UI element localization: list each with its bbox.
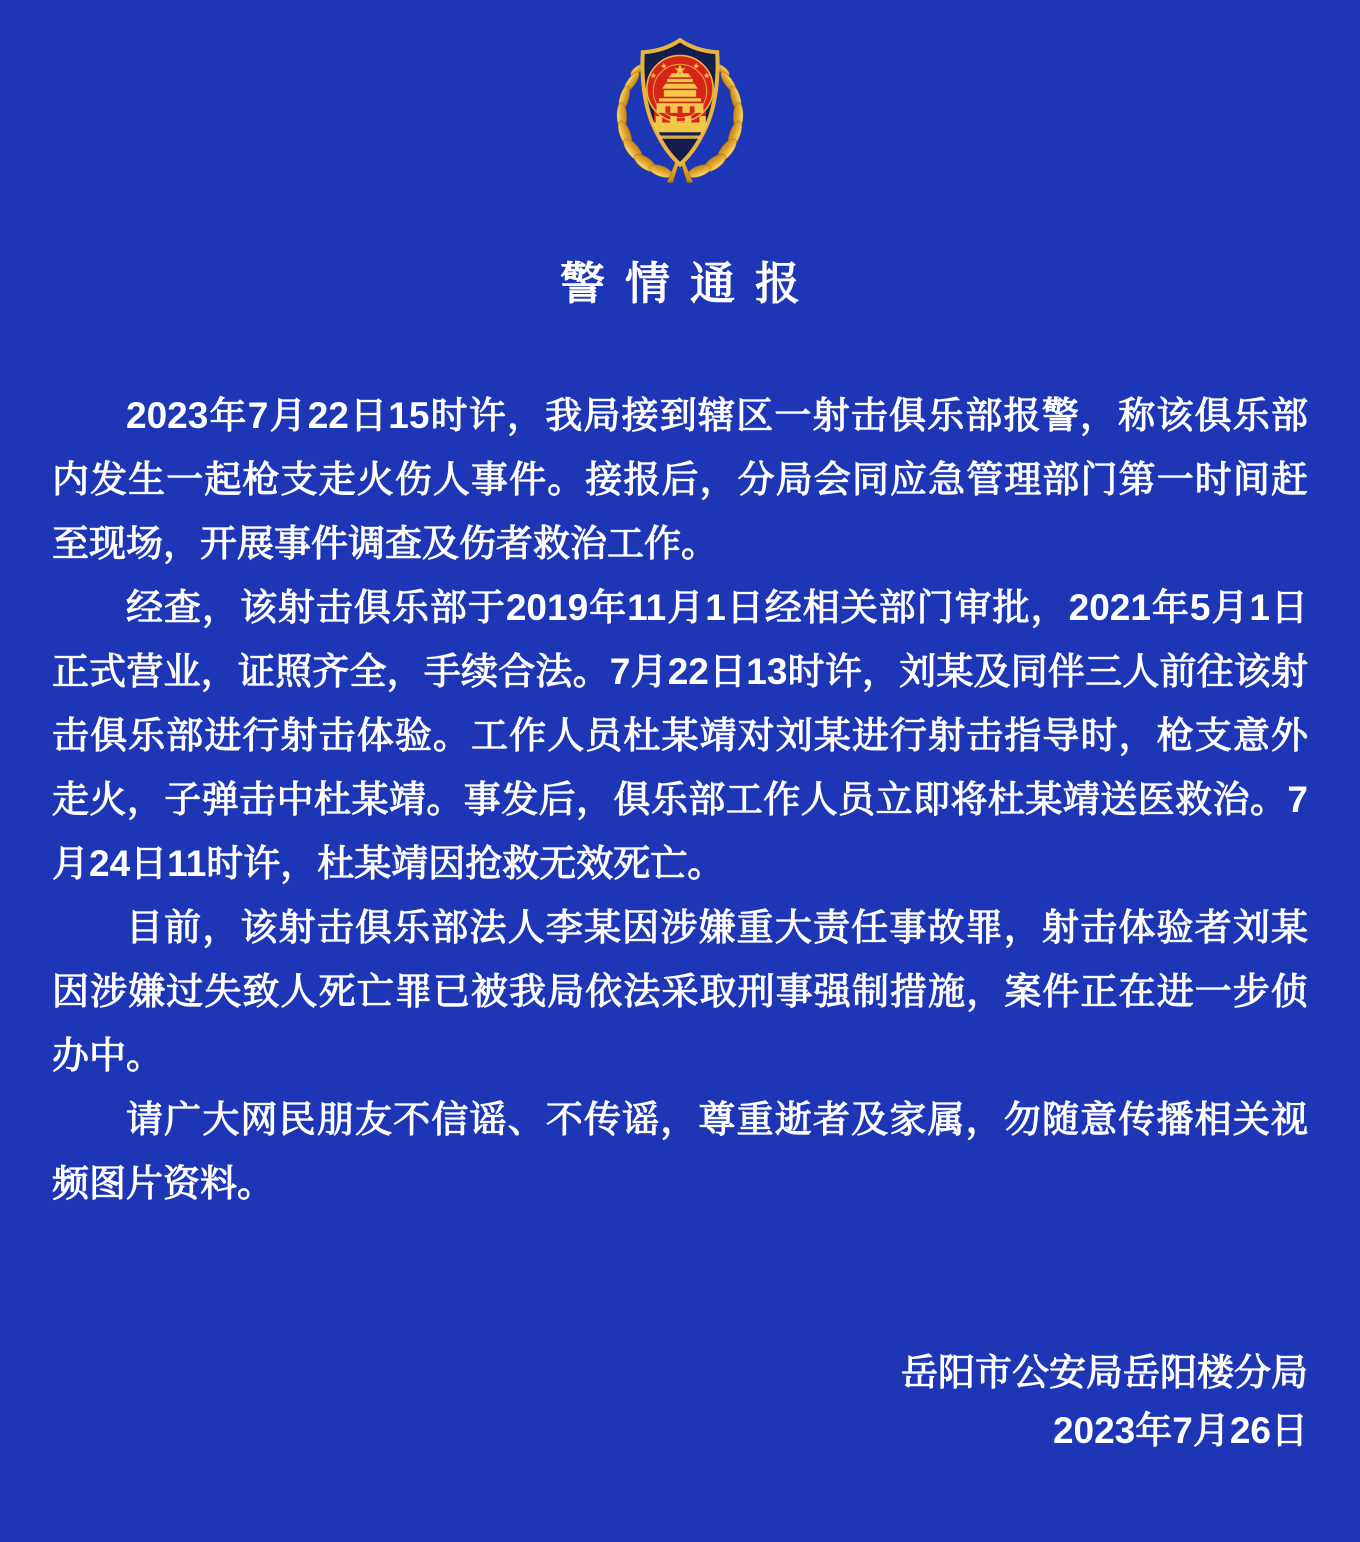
notice-paragraph: 目前，该射击俱乐部法人李某因涉嫌重大责任事故罪，射击体验者刘某因涉嫌过失致人死亡罪已被我局依法采取刑事强制措施，案件正在进一步侦办中。: [52, 907, 1308, 1076]
notice-paragraph: 请广大网民朋友不信谣、不传谣，尊重逝者及家属，勿随意传播相关视频图片资料。: [52, 1099, 1308, 1204]
notice-paragraph: 经查，该射击俱乐部于2019年11月1日经相关部门审批，2021年5月1日正式营业，证照齐全，手续合法。7月22日13时许，刘某及同伴三人前往该射击俱乐部进行射击体验。工作人员杜某靖对刘某进行射击指导时，枪支意外走火，子弹击中杜某靖。事发后，俱乐部工作人员立即将杜某靖送医救治。7月24日11时许，杜某靖因抢救无效死亡。: [52, 587, 1308, 884]
notice-title: 警情通报: [559, 258, 820, 309]
signature-agency: 岳阳市公安局岳阳楼分局: [901, 1352, 1308, 1393]
police-badge-icon: [599, 32, 761, 184]
signature-block: [52, 1344, 1308, 1460]
notice-paragraph: 2023年7月22日15时许，我局接到辖区一射击俱乐部报警，称该俱乐部内发生一起枪支走火伤人事件。接报后，分局会同应急管理部门第一时间赶至现场，开展事件调查及伤者救治工作。: [52, 395, 1308, 564]
notice-body: [52, 384, 1308, 1216]
signature-date: 2023年7月26日: [1052, 1410, 1308, 1451]
police-notice-page: [0, 32, 1360, 1542]
